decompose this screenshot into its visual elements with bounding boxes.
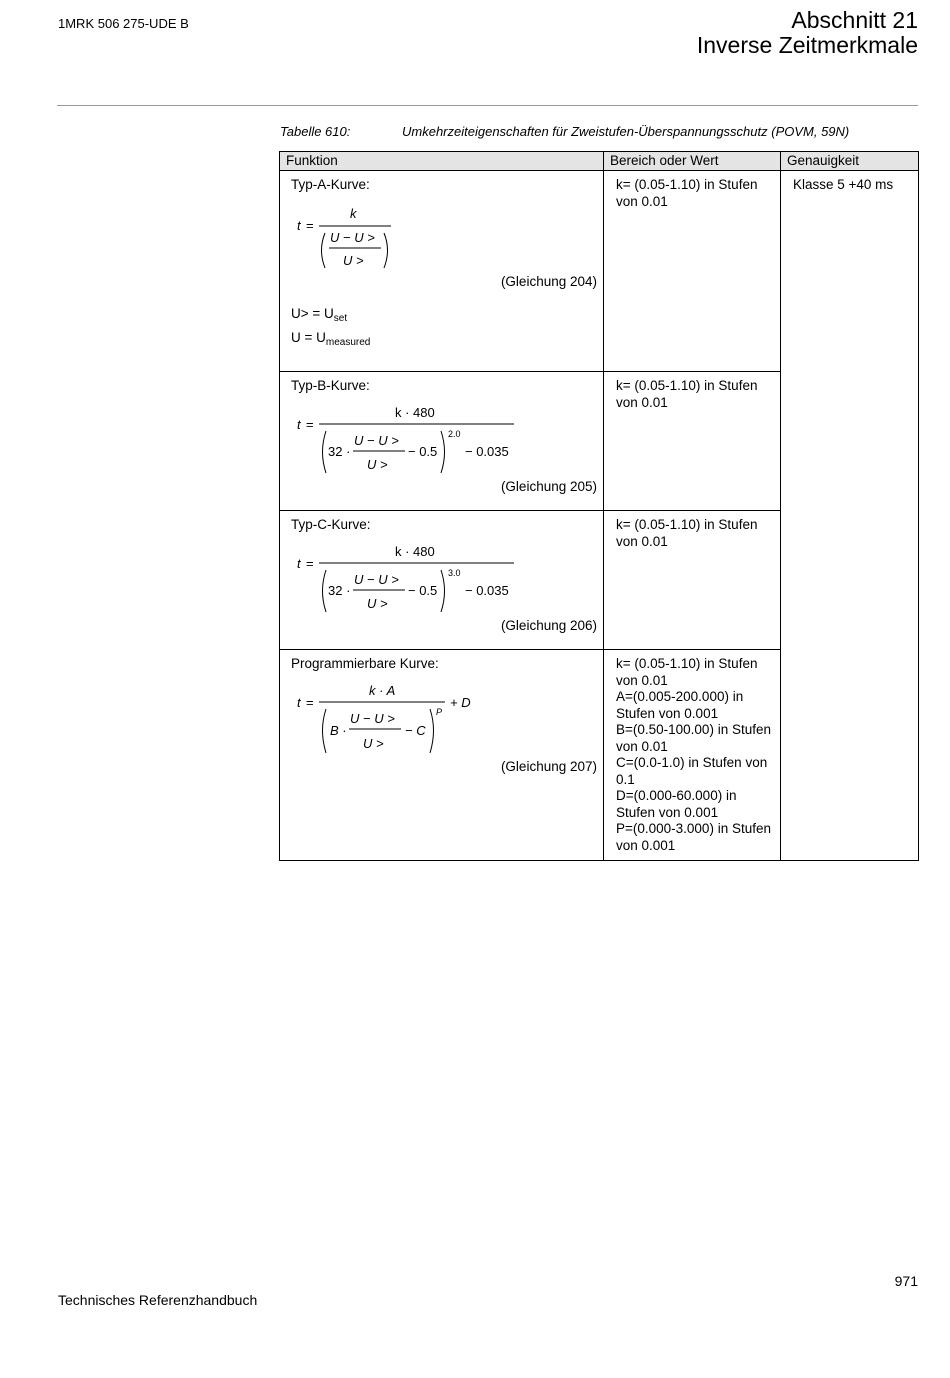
range-line: von 0.01	[616, 672, 668, 688]
range-line: von 0.01	[616, 394, 668, 410]
svg-text:=: =	[306, 555, 314, 571]
column-header-function: Funktion	[280, 152, 604, 171]
curve-label: Programmierbare Kurve:	[291, 656, 439, 671]
equation-number: (Gleichung 204)	[500, 273, 597, 289]
table-title: Umkehrzeiteigenschaften für Zweistufen-Überspannungsschutz (POVM, 59N)	[402, 124, 850, 139]
footer-book-title: Technisches Referenzhandbuch	[58, 1292, 258, 1308]
column-header-accuracy: Genauigkeit	[781, 152, 919, 171]
range-line: C=(0.0-1.0) in Stufen von	[616, 755, 768, 770]
range-line: von 0.01	[616, 738, 668, 754]
range-line: A=(0.005-200.000) in	[616, 689, 744, 704]
table-header-row	[280, 152, 919, 171]
svg-text:32 ·: 32 ·	[328, 582, 351, 598]
range-line: Stufen von 0.001	[616, 804, 719, 820]
svg-text:U >: U >	[343, 252, 364, 268]
function-cell	[280, 511, 604, 650]
formula-type-b	[295, 405, 597, 475]
formula-svg	[295, 544, 525, 614]
document-id: 1MRK 506 275-UDE B	[58, 16, 189, 31]
svg-text:U − U >: U − U >	[354, 432, 399, 448]
range-line: P=(0.000-3.000) in Stufen	[616, 821, 771, 836]
range-line: B=(0.50-100.00) in Stufen	[616, 722, 771, 737]
formula-type-a	[295, 204, 597, 270]
range-cell	[604, 511, 781, 650]
svg-text:U >: U >	[363, 735, 384, 751]
svg-text:k · 480: k · 480	[395, 543, 435, 559]
curve-label: Typ-C-Kurve:	[291, 517, 371, 532]
range-cell	[604, 650, 781, 861]
range-line: k= (0.05-1.10) in Stufen	[616, 177, 758, 192]
spec-table	[279, 151, 919, 861]
svg-text:P: P	[436, 706, 443, 717]
range-cell	[604, 171, 781, 372]
svg-text:32 ·: 32 ·	[328, 443, 351, 459]
formula-svg	[295, 683, 495, 755]
svg-text:3.0: 3.0	[448, 567, 461, 578]
range-line: D=(0.000-60.000) in	[616, 788, 737, 803]
svg-text:− 0.035: − 0.035	[465, 582, 509, 598]
svg-text:B ·: B ·	[330, 722, 347, 738]
table-row-type-a	[280, 171, 919, 372]
function-cell	[280, 650, 604, 861]
equation-number: (Gleichung 206)	[500, 617, 597, 633]
svg-text:k: k	[350, 205, 357, 221]
svg-text:k · 480: k · 480	[395, 404, 435, 420]
svg-text:+ D: + D	[450, 694, 471, 710]
curve-label: Typ-B-Kurve:	[291, 378, 370, 393]
table-number: Tabelle 610:	[280, 124, 351, 139]
svg-text:U >: U >	[367, 595, 388, 611]
formula-svg	[295, 204, 405, 270]
column-header-range: Bereich oder Wert	[604, 152, 781, 171]
table-caption	[280, 124, 849, 139]
svg-text:U >: U >	[367, 456, 388, 472]
svg-text:t: t	[297, 694, 301, 710]
function-cell	[280, 171, 604, 372]
function-cell	[280, 372, 604, 511]
formula-svg	[295, 405, 525, 475]
svg-text:U − U >: U − U >	[350, 710, 395, 726]
svg-text:=: =	[306, 416, 314, 432]
svg-text:− 0.035: − 0.035	[465, 443, 509, 459]
range-cell	[604, 372, 781, 511]
range-line: von 0.001	[616, 837, 676, 853]
accuracy-value: Klasse 5 +40 ms	[793, 177, 894, 192]
svg-text:− 0.5: − 0.5	[408, 582, 438, 598]
svg-text:=: =	[306, 217, 314, 233]
section-heading	[697, 8, 918, 58]
svg-text:2.0: 2.0	[448, 428, 461, 439]
svg-text:k · A: k · A	[369, 682, 396, 698]
svg-text:t: t	[297, 555, 301, 571]
svg-text:t: t	[297, 416, 301, 432]
range-line: von 0.01	[616, 193, 668, 209]
range-line: k= (0.05-1.10) in Stufen	[616, 378, 758, 393]
svg-text:U − U >: U − U >	[330, 229, 375, 245]
header-rule	[57, 105, 918, 106]
range-line: von 0.01	[616, 533, 668, 549]
definition-u-measured: $U = U_{measured}$	[291, 330, 371, 348]
section-number: Abschnitt 21	[791, 7, 918, 33]
formula-type-c	[295, 544, 597, 614]
range-line: 0.1	[616, 771, 635, 787]
range-line: k= (0.05-1.10) in Stufen	[616, 656, 758, 671]
svg-text:t: t	[297, 217, 301, 233]
svg-text:=: =	[306, 694, 314, 710]
formula-programmable	[295, 683, 597, 755]
chapter-title: Inverse Zeitmerkmale	[696, 32, 918, 58]
range-line: k= (0.05-1.10) in Stufen	[616, 517, 758, 532]
equation-number: (Gleichung 207)	[500, 758, 597, 774]
svg-text:− C: − C	[405, 722, 426, 738]
svg-text:U − U >: U − U >	[354, 571, 399, 587]
variable-definitions	[291, 304, 597, 352]
page-number: 971	[894, 1273, 918, 1289]
svg-text:− 0.5: − 0.5	[408, 443, 438, 459]
curve-label: Typ-A-Kurve:	[291, 177, 370, 192]
definition-u-set: $U> = U_{set}$	[291, 306, 348, 324]
equation-number: (Gleichung 205)	[500, 478, 597, 494]
accuracy-cell	[781, 171, 919, 861]
range-line: Stufen von 0.001	[616, 705, 719, 721]
